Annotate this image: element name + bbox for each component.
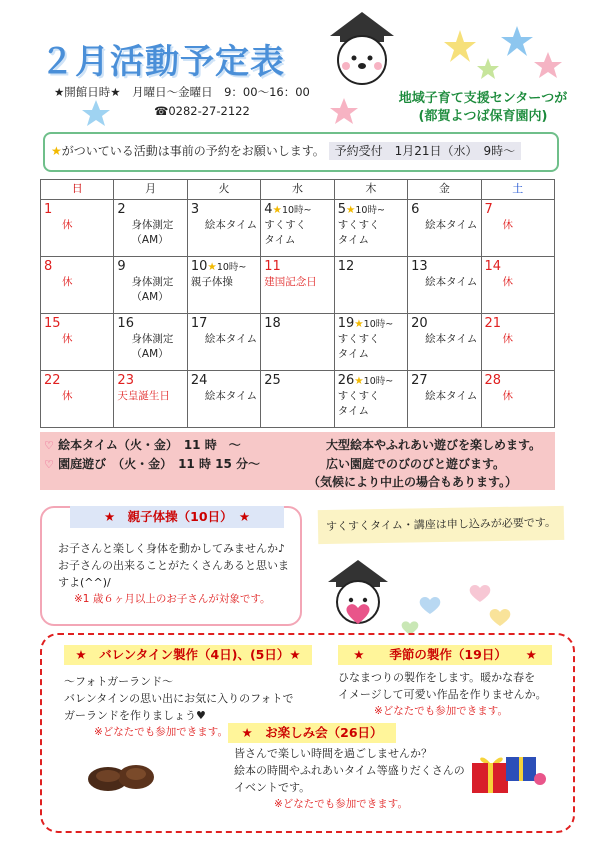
calendar-day [187, 257, 260, 314]
center-location: (都賀よつば保育園内) [418, 109, 548, 124]
star-icon [501, 26, 533, 56]
activity-label: タイム [337, 234, 369, 246]
oyako-line: すよ(^^)/ [58, 576, 111, 589]
calendar-day [261, 314, 334, 371]
oyako-note: ※1 歳６ヶ月以上のお子さんが対象です。 [74, 593, 271, 605]
oyako-line: お子さんの出来ることがたくさんあると思いま [58, 559, 289, 572]
weather-note: （気候により中止の場合もあります。） [308, 475, 518, 489]
start-time: 10時~ [363, 376, 394, 387]
heart-icon [490, 609, 511, 626]
start-time: 10時~ [216, 262, 247, 273]
activity-label: 身体測定 [131, 276, 174, 288]
calendar-day [334, 314, 407, 371]
closed-label: 休 [62, 333, 73, 345]
star-icon [534, 52, 562, 78]
activity-label: 絵本タイム [425, 390, 478, 402]
weekday-header: 日 [41, 180, 114, 200]
calendar-day [481, 371, 554, 428]
calendar-day [114, 200, 187, 257]
calendar-day [41, 257, 114, 314]
activity-label: タイム [337, 405, 369, 417]
activity-label: すくすく [337, 333, 380, 345]
oyako-taiso-box [40, 506, 302, 626]
fun-line: イベントです。 [234, 781, 311, 794]
seasonal-title: ★ 季節の製作（19日） ★ [338, 645, 552, 665]
calendar-table [40, 179, 555, 428]
star-icon [444, 30, 476, 62]
calendar-day [41, 200, 114, 257]
activity-label: （AM） [131, 234, 169, 246]
activity-label: すくすく [337, 219, 380, 231]
day-number: 18 [264, 316, 281, 331]
activity-label: すくすく [337, 390, 380, 402]
valentine-title: ★ バレンタイン製作（4日)、(5日）★ [64, 645, 312, 665]
day-number: 7 [484, 202, 493, 217]
activity-label: 絵本タイム [425, 219, 478, 231]
calendar-day [261, 200, 334, 257]
day-number: 3 [190, 202, 200, 217]
activity-label: 親子体操 [190, 276, 233, 288]
fun-line: 皆さんで楽しい時間を過ごしませんか？ [234, 747, 432, 760]
day-number: 26 [337, 373, 355, 388]
fun-line: 絵本の時間やふれあいタイム等盛りだくさんの [234, 764, 465, 777]
day-number: 14 [484, 259, 502, 274]
gift-box-illustration [466, 743, 552, 799]
calendar-day [408, 257, 481, 314]
star-icon: ★ [207, 261, 217, 273]
day-number: 12 [337, 259, 355, 274]
activity-label: タイム [264, 234, 296, 246]
day-number: 6 [411, 202, 420, 217]
activity-label: 身体測定 [131, 333, 174, 345]
heart-icon: ♡ [44, 439, 54, 452]
day-number: 27 [411, 373, 428, 388]
day-number: 5 [337, 202, 346, 217]
day-number: 19 [337, 316, 355, 331]
star-icon [82, 100, 110, 126]
day-number: 25 [264, 373, 281, 388]
activity-label: 絵本タイム [425, 333, 478, 345]
start-time: 10時~ [363, 319, 394, 330]
start-time: 10時~ [281, 205, 312, 216]
activity-label: （AM） [131, 291, 169, 303]
activity-label: 身体測定 [131, 219, 174, 231]
garden-play-description: 広い園庭でのびのびと遊びます。 [326, 457, 506, 471]
page-title: ２月活動予定表 [40, 42, 285, 82]
weekday-header: 木 [334, 180, 407, 200]
calendar-day [41, 371, 114, 428]
weekday-header: 金 [408, 180, 481, 200]
heart-icon: ♡ [44, 458, 54, 471]
star-icon: ★ [354, 318, 364, 330]
day-number: 15 [44, 316, 61, 331]
activity-label: 天皇誕生日 [117, 390, 170, 402]
star-icon: ★ [272, 204, 282, 216]
oyako-taiso-title: ★ 親子体操（10日） ★ [70, 506, 284, 528]
calendar-week [41, 257, 555, 314]
valentine-line: ガーランドを作りましょう♥ [64, 709, 206, 722]
activity-label: すくすく [264, 219, 307, 231]
valentine-line: バレンタインの思い出にお気に入りのフォトで [64, 692, 294, 705]
phone-line [154, 104, 250, 118]
reservation-notice [43, 132, 559, 172]
calendar-day [408, 314, 481, 371]
calendar-day [334, 200, 407, 257]
day-number: 23 [117, 373, 134, 388]
star-icon: ★ [51, 144, 62, 158]
activity-label: 絵本タイム [204, 219, 258, 231]
chocolate-illustration [86, 757, 162, 797]
day-number: 24 [190, 373, 208, 388]
mascot-illustration [326, 8, 398, 90]
day-number: 4 [264, 202, 273, 217]
day-number: 22 [44, 373, 61, 388]
weekday-header: 月 [114, 180, 187, 200]
closed-label: 休 [62, 276, 73, 288]
oyako-line: お子さんと楽しく身体を動かしてみませんか♪ [58, 542, 286, 555]
calendar-day [41, 314, 114, 371]
garden-play-schedule: 園庭遊び （火・金） 11 時 15 分～ [58, 457, 260, 471]
day-number: 2 [117, 202, 126, 217]
ehon-time-description: 大型絵本やふれあい遊びを楽しめます。 [326, 438, 542, 452]
ehon-time-schedule: 絵本タイム（火・金） 11 時 ～ [58, 438, 241, 452]
calendar-day [334, 257, 407, 314]
calendar-day [187, 314, 260, 371]
day-number: 8 [44, 259, 53, 274]
day-number: 13 [411, 259, 428, 274]
day-number: 20 [411, 316, 428, 331]
valentine-note: ※どなたでも参加できます。 [94, 726, 228, 738]
day-number: 28 [484, 373, 502, 388]
closed-label: 休 [502, 390, 514, 402]
activity-label: 絵本タイム [425, 276, 478, 288]
activity-label: 絵本タイム [204, 333, 258, 345]
reservation-date: 予約受付 1月21日（水） 9時～ [329, 142, 522, 160]
day-number: 17 [190, 316, 208, 331]
closed-label: 休 [502, 276, 514, 288]
center-name: 地域子育て支援センターつが [398, 91, 568, 106]
weekday-header: 火 [187, 180, 260, 200]
calendar-week [41, 314, 555, 371]
day-number: 16 [117, 316, 134, 331]
calendar-day [408, 200, 481, 257]
day-number: 11 [264, 259, 281, 274]
calendar-day [481, 200, 554, 257]
calendar-day [261, 257, 334, 314]
calendar-day [408, 371, 481, 428]
calendar-day [114, 371, 187, 428]
day-number: 21 [484, 316, 502, 331]
activity-label: （AM） [131, 348, 169, 360]
day-number: 1 [44, 202, 53, 217]
calendar-week [41, 200, 555, 257]
activity-label: 建国記念日 [264, 276, 317, 288]
day-number: 9 [117, 259, 126, 274]
mascot-heart-illustration [322, 558, 394, 632]
star-icon: ★ [345, 204, 356, 216]
closed-label: 休 [502, 219, 514, 231]
heart-icon [420, 597, 441, 614]
sticky-note: すくすくタイム・講座は申し込みが必要です。 [318, 506, 565, 544]
calendar-day [261, 371, 334, 428]
activity-label: 絵本タイム [204, 390, 258, 402]
regular-activities [40, 432, 555, 490]
phone-number: 0282-27-2122 [168, 104, 250, 118]
activity-label: タイム [337, 348, 369, 360]
valentine-line: ～フォトガーランド～ [64, 675, 174, 688]
events-box [40, 633, 575, 833]
seasonal-line: イメージして可愛い作品を作りませんか。 [338, 688, 547, 701]
weekday-header: 土 [481, 180, 554, 200]
calendar-day [334, 371, 407, 428]
calendar-day [481, 257, 554, 314]
closed-label: 休 [502, 333, 514, 345]
calendar-day [187, 371, 260, 428]
weekday-header: 水 [261, 180, 334, 200]
notice-text: がついている活動は事前の予約をお願いします。 [61, 144, 325, 158]
calendar-week [41, 371, 555, 428]
calendar-day [114, 314, 187, 371]
seasonal-line: ひなまつりの製作をします。暖かな春を [338, 671, 536, 684]
heart-icon [470, 585, 491, 602]
start-time: 10時~ [355, 205, 385, 216]
star-icon [477, 58, 499, 79]
star-icon [330, 98, 358, 124]
fun-note: ※どなたでも参加できます。 [274, 798, 408, 810]
center-name-block [372, 90, 594, 126]
calendar-day [187, 200, 260, 257]
seasonal-note: ※どなたでも参加できます。 [374, 705, 508, 717]
fun-title: ★ お楽しみ会（26日） [228, 723, 396, 743]
calendar-day [481, 314, 554, 371]
calendar-day [114, 257, 187, 314]
star-icon: ★ [354, 375, 364, 387]
phone-icon: ☎ [154, 104, 169, 118]
closed-label: 休 [62, 390, 73, 402]
day-number: 10 [190, 259, 208, 274]
opening-hours: ★開館日時★ 月曜日～金曜日 9：00～16：00 [54, 85, 310, 99]
closed-label: 休 [62, 219, 73, 231]
